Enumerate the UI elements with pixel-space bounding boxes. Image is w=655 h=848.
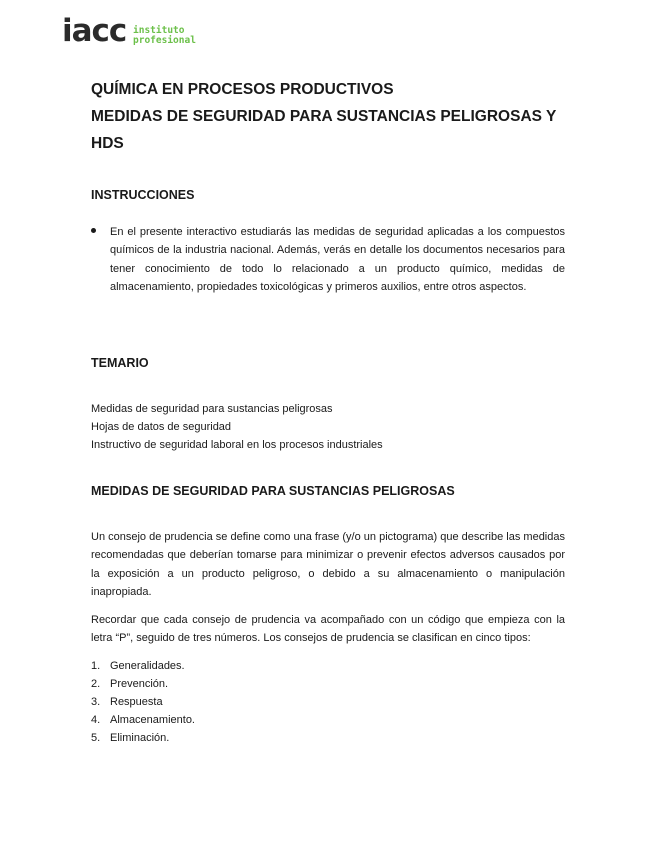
topic-item: Medidas de seguridad para sustancias peligrosas xyxy=(91,403,333,415)
instructions-heading: INSTRUCCIONES xyxy=(91,188,195,202)
list-label: Respuesta xyxy=(110,696,163,708)
logo-brand: iacc xyxy=(62,13,127,49)
section-heading: MEDIDAS DE SEGURIDAD PARA SUSTANCIAS PELIGROSAS xyxy=(91,484,455,498)
list-number: 5. xyxy=(91,732,101,744)
list-label: Eliminación. xyxy=(110,732,170,744)
iacc-logo xyxy=(62,13,202,52)
list-item xyxy=(91,693,565,711)
title-line2: MEDIDAS DE SEGURIDAD PARA SUSTANCIAS PELIGROSAS Y HDS xyxy=(91,108,557,152)
logo-subtitle xyxy=(133,26,196,46)
list-number: 2. xyxy=(91,678,101,690)
list-number: 3. xyxy=(91,696,101,708)
list-item xyxy=(91,711,565,729)
list-item xyxy=(91,657,565,675)
instructions-bullet xyxy=(91,223,565,297)
section-paragraph-1: Un consejo de prudencia se define como una frase (y/o un pictograma) que describe las medidas recomendadas que deberían tomarse para minimizar o prevenir efectos adversos causados por la exposición a un producto peligroso, o debido a su almacenamiento o manipulación inapropiada. xyxy=(91,531,565,599)
document-title xyxy=(91,76,565,157)
list-number: 4. xyxy=(91,714,101,726)
title-line1: QUÍMICA EN PROCESOS PRODUCTIVOS xyxy=(91,81,394,98)
list-item xyxy=(91,729,565,747)
instructions-text: En el presente interactivo estudiarás las medidas de seguridad aplicadas a los compuestos químicos de la industria nacional. Además, verás en detalle los documentos necesarios para tener conocimiento de todo lo relacionado a un producto químico, medidas de almacenamiento, propiedades toxicológicas y primeros auxilios, entre otros aspectos. xyxy=(110,226,565,294)
list-item xyxy=(91,675,565,693)
logo-sub-line1: instituto xyxy=(133,25,185,36)
list-label: Almacenamiento. xyxy=(110,714,195,726)
prudence-types-list xyxy=(91,657,565,747)
topic-item: Instructivo de seguridad laboral en los procesos industriales xyxy=(91,439,383,451)
list-label: Generalidades. xyxy=(110,660,185,672)
logo-sub-line2: profesional xyxy=(133,35,196,46)
topics-list xyxy=(91,400,565,454)
topics-heading: TEMARIO xyxy=(91,356,149,370)
list-label: Prevención. xyxy=(110,678,169,690)
list-number: 1. xyxy=(91,660,101,672)
section-paragraph-2: Recordar que cada consejo de prudencia va acompañado con un código que empieza con la letra “P”, seguido de tres números. Los consejos de prudencia se clasifican en cinco tipos: xyxy=(91,614,565,645)
bullet-icon xyxy=(91,228,96,233)
topic-item: Hojas de datos de seguridad xyxy=(91,421,232,433)
